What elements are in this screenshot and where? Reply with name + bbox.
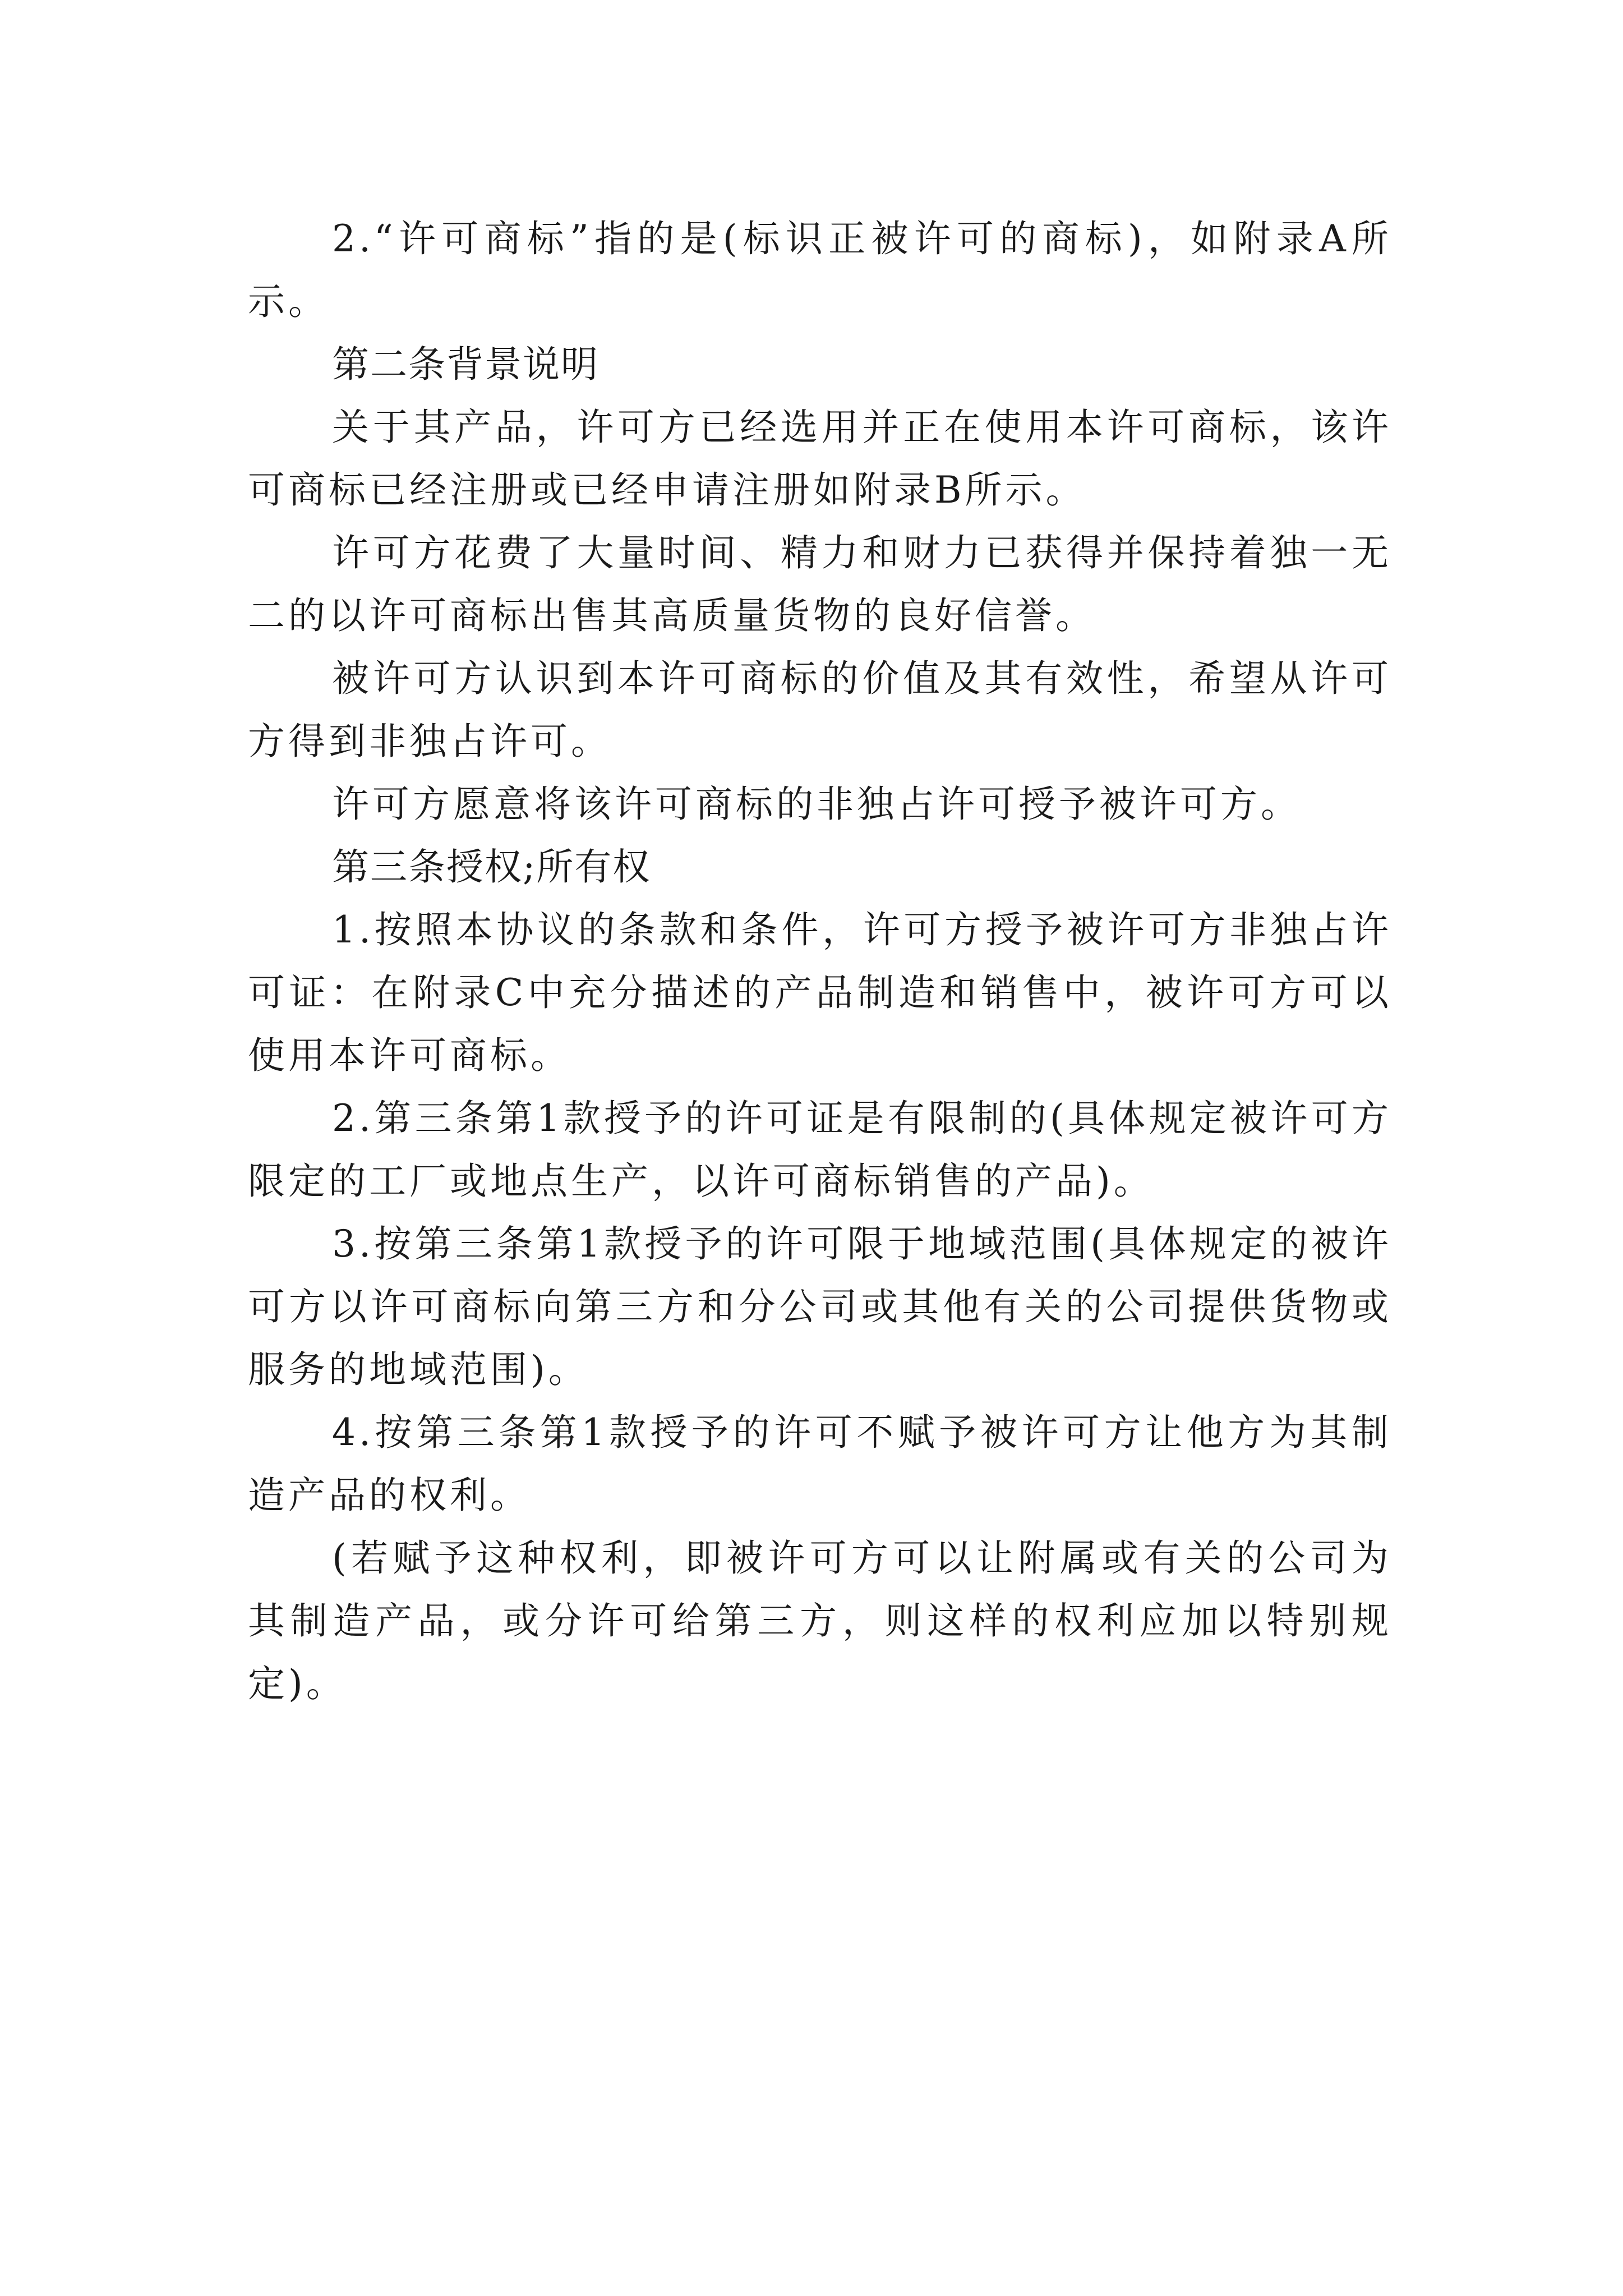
background-paragraph-3: 被许可方认识到本许可商标的价值及其有效性，希望从许可方得到非独占许可。 — [248, 657, 1392, 763]
grant-clause-3: 3.按第三条第1款授予的许可限于地域范围(具体规定的被许可方以许可商标向第三方和分公司或其他有关的公司提供货物或服务的地域范围)。 — [248, 1222, 1392, 1391]
grant-clause-4: 4.按第三条第1款授予的许可不赋予被许可方让他方为其制造产品的权利。 — [248, 1411, 1392, 1517]
document-body — [248, 208, 1392, 1715]
background-paragraph-2: 许可方花费了大量时间、精力和财力已获得并保持着独一无二的以许可商标出售其高质量货物的良好信誉。 — [248, 531, 1392, 637]
grant-clause-note: (若赋予这种权利，即被许可方可以让附属或有关的公司为其制造产品，或分许可给第三方，则这样的权利应加以特别规定)。 — [248, 1536, 1392, 1705]
background-paragraph-1: 关于其产品，许可方已经选用并正在使用本许可商标，该许可商标已经注册或已经申请注册如附录B所示。 — [248, 406, 1392, 512]
grant-clause-1: 1.按照本协议的条款和条件，许可方授予被许可方非独占许可证：在附录C中充分描述的产品制造和销售中，被许可方可以使用本许可商标。 — [248, 908, 1392, 1077]
article-3-heading: 第三条授权;所有权 — [332, 845, 651, 889]
article-2-heading: 第二条背景说明 — [332, 343, 599, 386]
background-paragraph-4: 许可方愿意将该许可商标的非独占许可授予被许可方。 — [332, 783, 1301, 826]
definition-licensed-trademark: 2.“许可商标”指的是(标识正被许可的商标)，如附录A所示。 — [248, 217, 1392, 323]
grant-clause-2: 2.第三条第1款授予的许可证是有限制的(具体规定被许可方限定的工厂或地点生产，以许可商标销售的产品)。 — [248, 1097, 1392, 1203]
